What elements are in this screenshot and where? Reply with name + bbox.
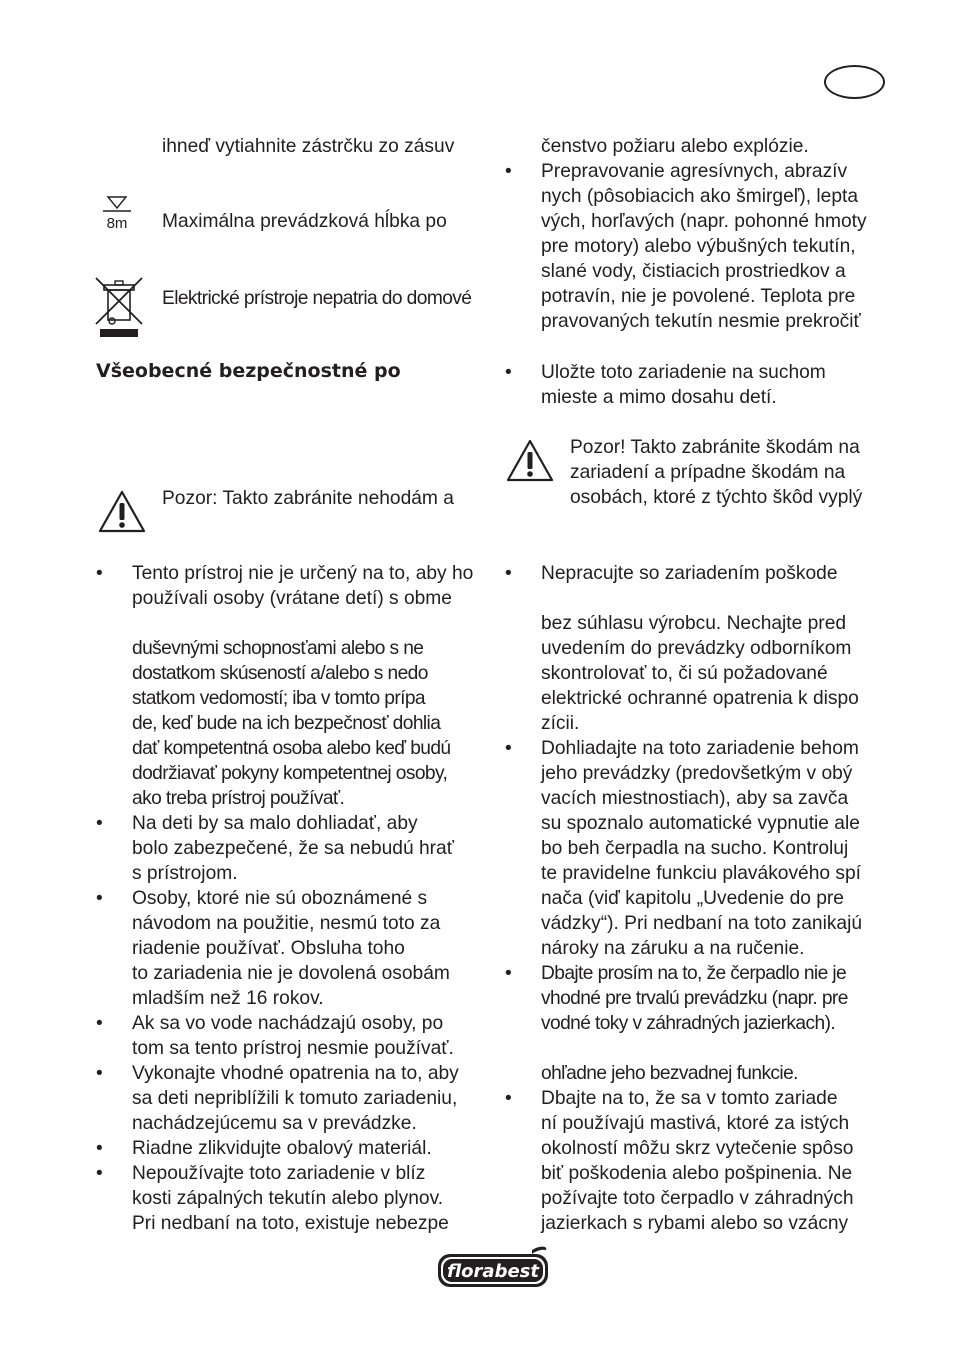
- list-item-line: Prepravovanie agresívnych, abrazív: [541, 161, 848, 182]
- language-badge: [824, 65, 885, 99]
- list-item-line: Nepracujte so zariadením poškode: [541, 563, 838, 584]
- list-item-line: potravín, nie je povolené. Teplota pre: [541, 286, 856, 307]
- bullet-mark: •: [96, 1138, 103, 1159]
- list-item-line: sa deti nepriblížili k tomuto zariadeniu,: [132, 1088, 458, 1109]
- list-item-line: nača (viď kapitolu „Uvedenie do pre: [541, 888, 844, 909]
- list-item-line: Nepoužívajte toto zariadenie v blíz: [132, 1163, 426, 1184]
- list-item-line: používali osoby (vrátane detí) s obme: [132, 588, 452, 609]
- list-item-line: Tento prístroj nie je určený na to, aby ho: [132, 563, 474, 584]
- list-item-line: statkom vedomostí; iba v tomto prípa: [132, 688, 425, 709]
- list-item-line: dať kompetentná osoba alebo keď budú: [132, 738, 451, 759]
- list-item-line: Osoby, ktoré nie sú oboznámené s: [132, 888, 428, 909]
- crossed-bin-icon: [94, 276, 144, 338]
- depth-label: 8m: [106, 215, 128, 232]
- bullet-mark: •: [505, 738, 512, 759]
- list-item-line: Uložte toto zariadenie na suchom: [541, 362, 826, 383]
- list-item-line: pre motory) alebo výbušných tekutín,: [541, 236, 856, 257]
- list-item-line: vádzky“). Pri nedbaní na toto zanikajú: [541, 913, 863, 934]
- list-item-line: Riadne zlikvidujte obalový materiál.: [132, 1138, 432, 1159]
- list-item-line: požívajte toto čerpadlo v záhradných: [541, 1188, 854, 1209]
- list-item-line: slané vody, čistiacich prostriedkov a: [541, 261, 846, 282]
- list-item-line: vacích miestnostiach), aby sa zavča: [541, 788, 849, 809]
- warning-text: Pozor: Takto zabránite nehodám a: [162, 488, 454, 509]
- list-item-line: de, keď bude na ich bezpečnosť dohlia: [132, 713, 441, 734]
- svg-text:florabest: florabest: [447, 1261, 539, 1282]
- list-item-line: ní používajú mastivá, ktoré za istých: [541, 1113, 850, 1134]
- list-item-line: te pravidelne funkciu plavákového spí: [541, 863, 861, 884]
- list-item-line: nároky na záruku a na ručenie.: [541, 938, 805, 959]
- list-item-line: Dbajte na to, že sa v tomto zariade: [541, 1088, 838, 1109]
- bullet-mark: •: [96, 1013, 103, 1034]
- list-item-line: vhodné pre trvalú prevádzku (napr. pre: [541, 988, 848, 1009]
- bullet-mark: •: [505, 963, 512, 984]
- body-text: čenstvo požiaru alebo explózie.: [541, 136, 809, 157]
- list-item-line: nych (pôsobiacich ako šmirgeľ), lepta: [541, 186, 859, 207]
- list-item-line: Na deti by sa malo dohliadať, aby: [132, 813, 418, 834]
- warning-triangle-icon: [505, 438, 555, 483]
- warning-triangle-icon: [97, 489, 147, 534]
- list-item-line: uvedením do prevádzky odborníkom: [541, 638, 852, 659]
- list-item-line: elektrické ochranné opatrenia k dispo: [541, 688, 859, 709]
- list-item-line: s prístrojom.: [132, 863, 238, 884]
- bullet-mark: •: [505, 362, 512, 383]
- list-item-line: bo beh čerpadla na sucho. Kontroluj: [541, 838, 849, 859]
- list-item-line: Pri nedbaní na toto, existuje nebezpe: [132, 1213, 449, 1234]
- body-text: Maximálna prevádzková hĺbka po: [162, 211, 447, 232]
- bullet-mark: •: [505, 1088, 512, 1109]
- list-item-line: su spoznalo automatické vypnutie ale: [541, 813, 860, 834]
- warning-text: osobách, ktoré z týchto škôd vyplý: [570, 487, 863, 508]
- list-item-line: okolností môžu skrz vytečenie spôso: [541, 1138, 854, 1159]
- warning-text: zariadení a prípadne škodám na: [570, 462, 846, 483]
- list-item-line: návodom na použitie, nesmú toto za: [132, 913, 441, 934]
- list-item-line: nachádzejúcemu sa v prevádzke.: [132, 1113, 417, 1134]
- bullet-mark: •: [96, 1063, 103, 1084]
- list-item-line: kosti zápalných tekutín alebo plynov.: [132, 1188, 444, 1209]
- list-item-line: zícii.: [541, 713, 580, 734]
- bullet-mark: •: [96, 888, 103, 909]
- body-text: ihneď vytiahnite zástrčku zo zásuv: [162, 136, 455, 157]
- list-item-line: vodné toky v záhradných jazierkach).: [541, 1013, 836, 1034]
- list-item-line: biť poškodenia alebo pošpinenia. Ne: [541, 1163, 853, 1184]
- list-item-line: Dbajte prosím na to, že čerpadlo nie je: [541, 963, 847, 984]
- list-item-line: mieste a mimo dosahu detí.: [541, 387, 777, 408]
- list-item-line: dodržiavať pokyny kompetentnej osoby,: [132, 763, 448, 784]
- list-item-line: duševnými schopnosťami alebo s ne: [132, 638, 424, 659]
- list-item-line: Dohliadajte na toto zariadenie behom: [541, 738, 859, 759]
- list-item-line: tom sa tento prístroj nesmie používať.: [132, 1038, 454, 1059]
- body-text: Elektrické prístroje nepatria do domové: [162, 288, 472, 309]
- list-item-line: Vykonajte vhodné opatrenia na to, aby: [132, 1063, 459, 1084]
- list-item-line: dostatkom skúseností a/alebo s nedo: [132, 663, 428, 684]
- bullet-mark: •: [96, 563, 103, 584]
- florabest-logo: [436, 1244, 550, 1290]
- list-item-line: to zariadenia nie je dovolená osobám: [132, 963, 450, 984]
- bullet-mark: •: [505, 563, 512, 584]
- list-item-line: jazierkach s rybami alebo so vzácny: [541, 1213, 849, 1234]
- list-item-line: pravovaných tekutín nesmie prekročiť: [541, 311, 861, 332]
- list-item-line: ohľadne jeho bezvadnej funkcie.: [541, 1063, 798, 1084]
- list-item-line: bez súhlasu výrobcu. Nechajte pred: [541, 613, 847, 634]
- list-item-line: riadenie používať. Obsluha toho: [132, 938, 405, 959]
- depth-triangle-icon: [100, 194, 136, 232]
- bullet-mark: •: [96, 1163, 103, 1184]
- warning-text: Pozor! Takto zabránite škodám na: [570, 437, 860, 458]
- bullet-mark: •: [505, 161, 512, 182]
- list-item-line: vých, horľavých (napr. pohonné hmoty: [541, 211, 867, 232]
- list-item-line: mladším než 16 rokov.: [132, 988, 324, 1009]
- section-heading: Všeobecné bezpečnostné po: [96, 360, 401, 382]
- list-item-line: skontrolovať to, či sú požadované: [541, 663, 828, 684]
- list-item-line: Ak sa vo vode nachádzajú osoby, po: [132, 1013, 444, 1034]
- list-item-line: ako treba prístroj používať.: [132, 788, 345, 809]
- list-item-line: jeho prevádzky (predovšetkým v obý: [541, 763, 853, 784]
- bullet-mark: •: [96, 813, 103, 834]
- list-item-line: bolo zabezpečené, že sa nebudú hrať: [132, 838, 454, 859]
